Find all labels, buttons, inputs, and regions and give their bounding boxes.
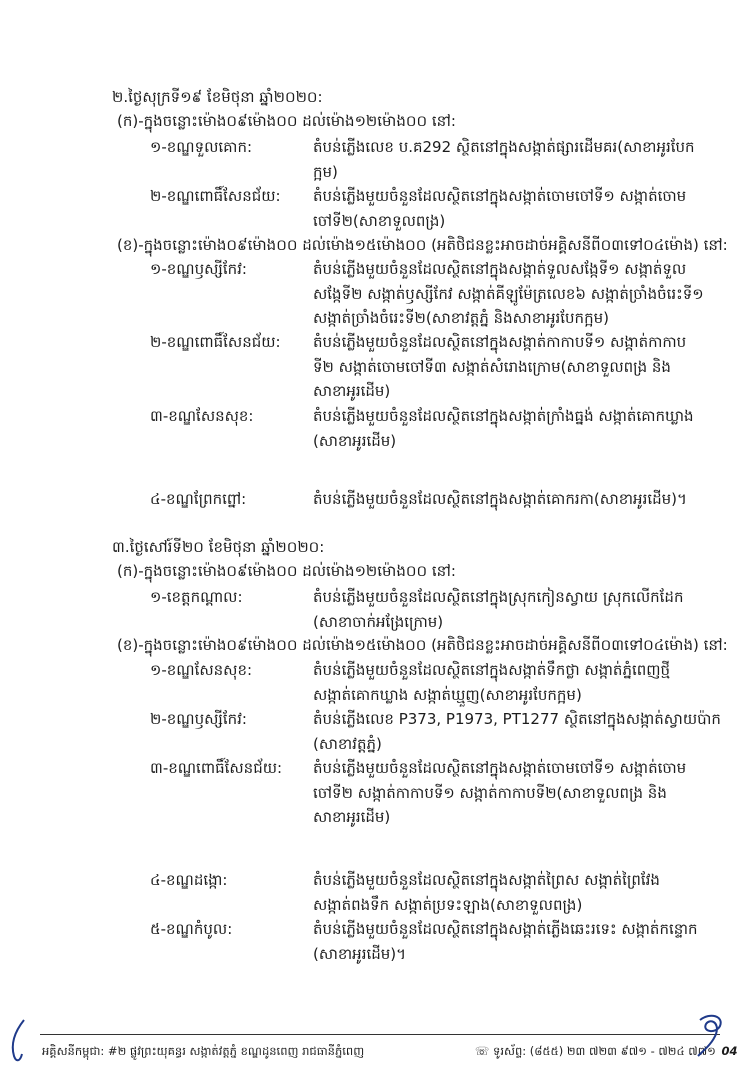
- area-description-line: សង្កែទី២ សង្កាត់ឫស្សីកែវ សង្កាត់គីឡូម៉ែត្រលេខ៦ សង្កាត់ច្រាំងចំរេះទី១: [313, 285, 704, 303]
- area-description-line: តំបន់ភ្លើងមួយចំនួនដែលស្ថិតនៅក្នុងស្រុកកៀនស្វាយ ស្រុកលើកដែក: [313, 588, 684, 606]
- area-description-line: (សាខាចាក់អង្រែក្រោម): [313, 613, 444, 631]
- area-description-line: តំបន់ភ្លើងមួយចំនួនដែលស្ថិតនៅក្នុងសង្កាត់កាកាបទី១ សង្កាត់កាកាប: [313, 333, 687, 351]
- section-heading: ២.ថ្ងៃសុក្រទី១៩ ខែមិថុនា ឆ្នាំ២០២០:: [112, 88, 323, 106]
- section-heading: ៣.ថ្ងៃសៅរ៍ទី២០ ខែមិថុនា ឆ្នាំ២០២០:: [112, 538, 325, 556]
- area-description-line: តំបន់ភ្លើងមួយចំនួនដែលស្ថិតនៅក្នុងសង្កាត់ចោមចៅទី១ សង្កាត់ចោម: [313, 187, 687, 205]
- time-window: (ខ)-ក្នុងចន្លោះម៉ោង០៩ម៉ោង០០ ដល់ម៉ោង១៥ម៉ោង០០ (អតិថិជនខ្លះអាចដាច់អគ្គិសនីពី០៣ទៅ០៤ម៉ោង) នៅ:: [117, 236, 728, 254]
- time-window: (ក)-ក្នុងចន្លោះម៉ោង០៩ម៉ោង០០ ដល់ម៉ោង១២ម៉ោង០០ នៅ:: [117, 562, 456, 580]
- area-description-line: សាខាអូរដើម): [313, 808, 391, 826]
- area-description-line: សាខាអូរដើម): [313, 382, 391, 400]
- area-description-line: តំបន់ភ្លើងមួយចំនួនដែលស្ថិតនៅក្នុងសង្កាត់ចោមចៅទី១ សង្កាត់ចោម: [313, 759, 687, 777]
- phone-icon: ☏: [475, 1044, 490, 1058]
- district-label: ២-ខណ្ឌឫស្សីកែវ:: [150, 710, 247, 728]
- district-label: ៤-ខណ្ឌព្រែកព្នៅ:: [150, 490, 247, 508]
- area-description-line: សង្កាត់គោកឃ្លាង សង្កាត់ឃ្មួញ(សាខាអូរបែកក្អម): [313, 686, 582, 704]
- page-mark: 04: [721, 1044, 738, 1058]
- time-window: (ខ)-ក្នុងចន្លោះម៉ោង០៩ម៉ោង០០ ដល់ម៉ោង១៥ម៉ោង០០ (អតិថិជនខ្លះអាចដាច់អគ្គិសនីពី០៣ទៅ០៤ម៉ោង) នៅ:: [117, 636, 728, 654]
- area-description-line: (សាខាអូរដើម)។: [313, 945, 407, 963]
- district-label: ១-ខណ្ឌឫស្សីកែវ:: [150, 260, 247, 278]
- area-description-line: តំបន់ភ្លើងមួយចំនួនដែលស្ថិតនៅក្នុងសង្កាត់ទួលសង្កែទី១ សង្កាត់ទួល: [313, 260, 687, 278]
- area-description-line: សង្កាត់ច្រាំងចំរេះទី២(សាខាវត្តភ្នំ និងសាខាអូរបែកក្អម): [313, 309, 609, 327]
- district-label: ៥-ខណ្ឌកំបូល:: [150, 920, 233, 938]
- district-label: ២-ខណ្ឌពោធិ៍សែនជ័យ:: [150, 333, 281, 351]
- area-description-line: ក្អម): [313, 163, 338, 181]
- area-description-line: តំបន់ភ្លើងលេខ P373, P1973, PT1277 ស្ថិតនៅក្នុងសង្កាត់ស្វាយប៉ាក: [313, 710, 721, 728]
- area-description-line: សង្កាត់ពងទឹក សង្កាត់ប្រទះឡាង(សាខាទួលពង្រ): [313, 896, 583, 914]
- footer-phone-text: ទូរស័ព្ទ: (៨៥៥) ២៣ ៧២៣ ៩៧១ - ៧២៤ ៧៧១: [493, 1044, 716, 1058]
- district-label: ២-ខណ្ឌពោធិ៍សែនជ័យ:: [150, 187, 281, 205]
- district-label: ៣-ខណ្ឌពោធិ៍សែនជ័យ:: [150, 759, 283, 777]
- area-description-line: តំបន់ភ្លើងលេខ ប.គ292 ស្ថិតនៅក្នុងសង្កាត់ផ្សារដើមគរ(សាខាអូរបែក: [313, 138, 695, 156]
- time-window: (ក)-ក្នុងចន្លោះម៉ោង០៩ម៉ោង០០ ដល់ម៉ោង១២ម៉ោង០០ នៅ:: [117, 112, 456, 130]
- area-description-line: តំបន់ភ្លើងមួយចំនួនដែលស្ថិតនៅក្នុងសង្កាត់គោករកា(សាខាអូរដើម)។: [313, 490, 687, 508]
- area-description-line: តំបន់ភ្លើងមួយចំនួនដែលស្ថិតនៅក្នុងសង្កាត់ទឹកថ្លា សង្កាត់ភ្នំពេញថ្មី: [313, 661, 671, 679]
- initial-mark-left: [6, 1016, 30, 1066]
- footer-address: អគ្គិសនីកម្ពុជា: #២ ផ្លូវព្រះយុគន្ធរ សង្កាត់វត្តភ្នំ ខណ្ឌដូនពេញ រាជធានីភ្នំពេញ: [42, 1044, 365, 1058]
- area-description-line: ចៅទី២(សាខាទួលពង្រ): [313, 212, 446, 230]
- district-label: ៤-ខណ្ឌដង្កោ:: [150, 871, 228, 889]
- area-description-line: តំបន់ភ្លើងមួយចំនួនដែលស្ថិតនៅក្នុងសង្កាត់ព្រៃស សង្កាត់ព្រៃវែង: [313, 871, 660, 889]
- area-description-line: (សាខាវត្តភ្នំ): [313, 735, 382, 753]
- area-description-line: តំបន់ភ្លើងមួយចំនួនដែលស្ថិតនៅក្នុងសង្កាត់ភ្លើងឆេះរទេះ សង្កាត់កន្ទោក: [313, 920, 698, 938]
- area-description-line: តំបន់ភ្លើងមួយចំនួនដែលស្ថិតនៅក្នុងសង្កាត់ក្រាំងធ្នង់ សង្កាត់គោកឃ្លាង: [313, 407, 694, 425]
- area-description-line: (សាខាអូរដើម): [313, 432, 397, 450]
- area-description-line: ទី២ សង្កាត់ចោមចៅទី៣ សង្កាត់សំរោងក្រោម(សាខាទួលពង្រ និង: [313, 358, 671, 376]
- district-label: ១-ខេត្តកណ្ដាល:: [150, 588, 243, 606]
- area-description-line: ចៅទី២ សង្កាត់កាកាបទី១ សង្កាត់កាកាបទី២(សាខាទួលពង្រ និង: [313, 784, 667, 802]
- district-label: ៣-ខណ្ឌសែនសុខ:: [150, 407, 254, 425]
- footer-divider: [40, 1034, 720, 1035]
- signature-mark: [690, 1010, 748, 1062]
- district-label: ១-ខណ្ឌទួលគោក:: [150, 138, 253, 156]
- district-label: ១-ខណ្ឌសែនសុខ:: [150, 661, 253, 679]
